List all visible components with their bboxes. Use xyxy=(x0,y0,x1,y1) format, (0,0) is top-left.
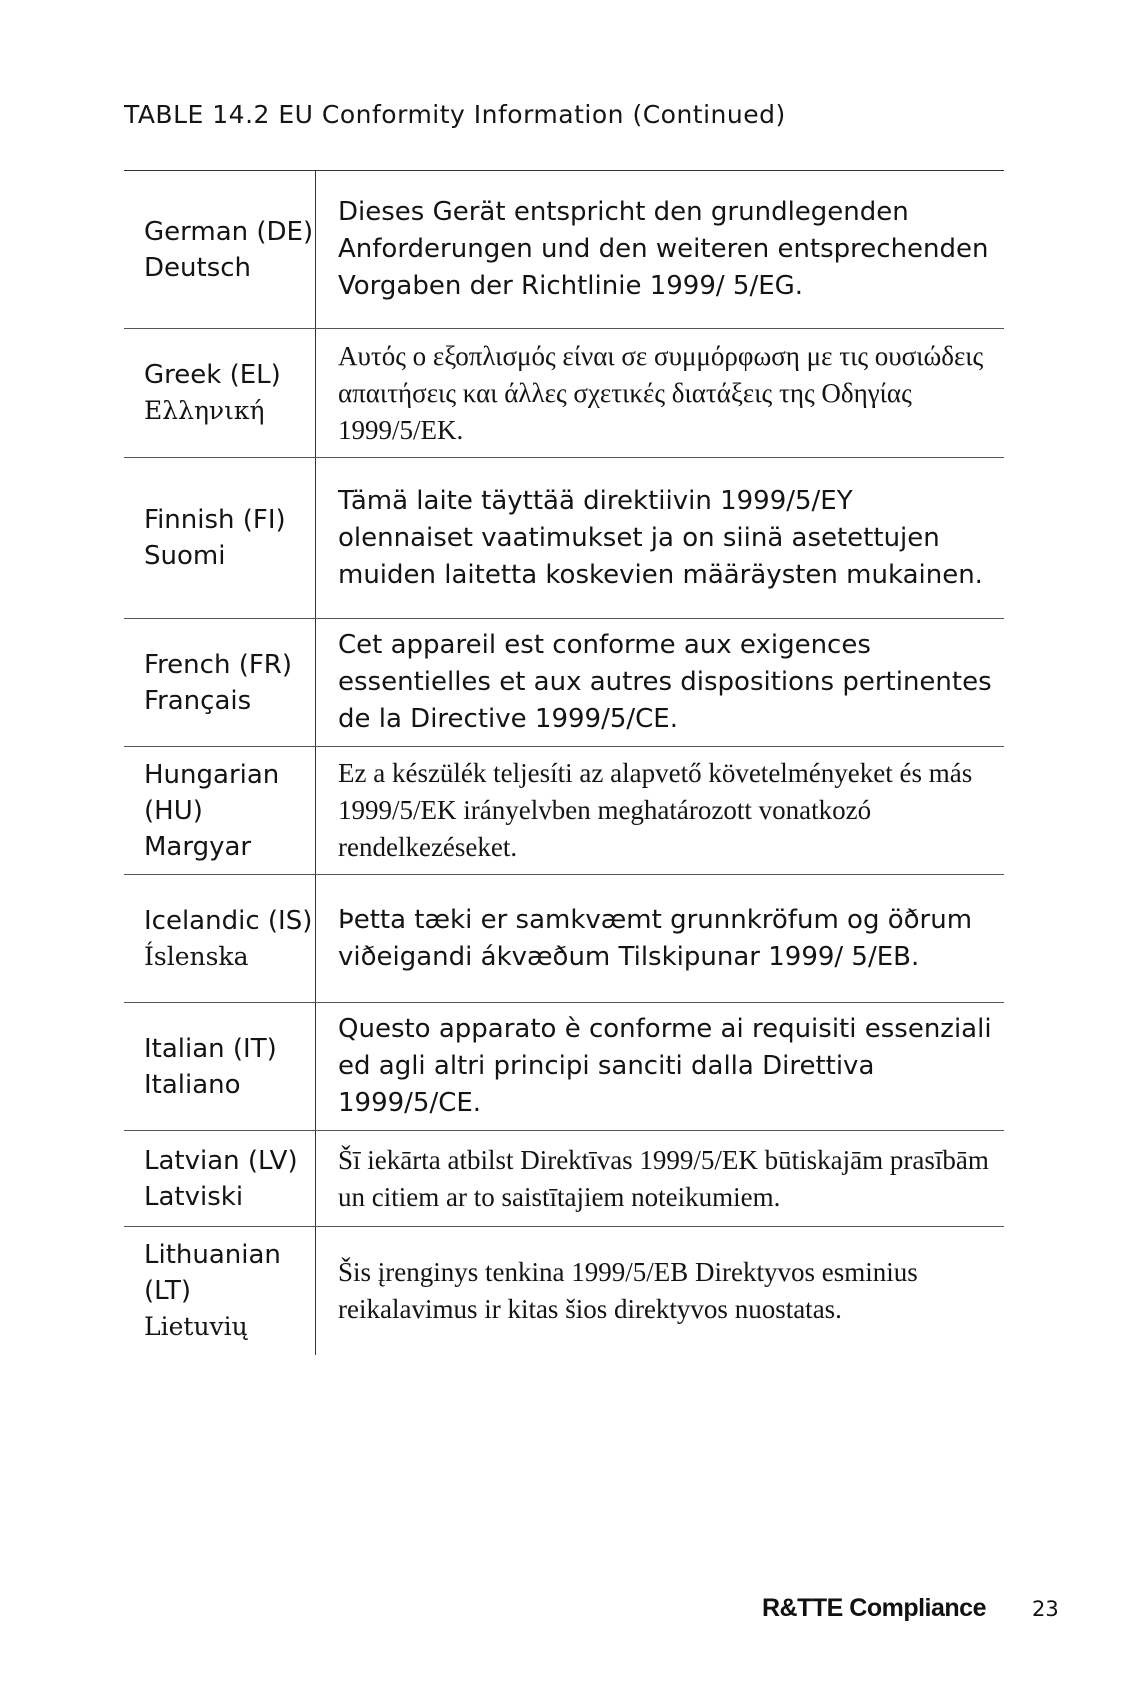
conformity-text: Dieses Gerät entspricht den grundlegenden Anforderungen und den weiteren entsprechenden Vorgaben der Richtlinie 1999/ 5/EG. xyxy=(338,197,989,301)
language-cell xyxy=(124,619,315,746)
language-name: Finnish (FI) xyxy=(144,505,286,535)
language-name: Hungarian (HU) xyxy=(144,759,280,826)
language-name: German (DE) xyxy=(144,216,314,247)
conformity-text: Šī iekārta atbilst Direktīvas 1999/5/EK būtiskajām prasībām un citiem ar to saistītajiem noteikumiem. xyxy=(338,1144,989,1212)
conformity-text: Cet appareil est conforme aux exigences essentielles et aux autres dispositions pertinentes de la Directive 1999/5/CE. xyxy=(338,630,992,734)
table-row xyxy=(124,1003,1004,1131)
language-cell xyxy=(124,1003,315,1130)
conformity-text-cell xyxy=(315,171,1004,328)
language-name: Greek (EL) xyxy=(144,360,281,390)
table-row xyxy=(124,171,1004,329)
language-native-name: Italiano xyxy=(144,1069,241,1100)
language-native-name: Ελληνική xyxy=(144,396,265,425)
conformity-text: Þetta tæki er samkvæmt grunnkröfum og öðrum viðeigandi ákvæðum Tilskipunar 1999/ 5/EB. xyxy=(338,904,973,972)
language-cell xyxy=(124,1227,315,1355)
conformity-text-cell xyxy=(315,875,1004,1002)
language-name: Icelandic (IS) xyxy=(144,905,313,936)
language-native-name: Deutsch xyxy=(144,252,252,283)
language-native-name: Íslenska xyxy=(144,941,249,971)
table-row xyxy=(124,875,1004,1003)
footer-section-title: R&TTE Compliance xyxy=(762,1594,986,1622)
language-name: Lithuanian (LT) xyxy=(144,1240,281,1306)
table-row xyxy=(124,329,1004,458)
table-row xyxy=(124,1227,1004,1355)
language-name: French (FR) xyxy=(144,649,293,680)
language-name: Italian (IT) xyxy=(144,1033,277,1064)
language-name: Latvian (LV) xyxy=(144,1145,298,1176)
conformity-table xyxy=(124,170,1004,1355)
language-cell xyxy=(124,875,315,1002)
conformity-text: Αυτός ο εξοπλισμός είναι σε συμμόρφωση με τις ουσιώδεις απαιτήσεις και άλλες σχετικές διατάξεις της Οδηγίας 1999/5/ΕΚ. xyxy=(338,340,984,445)
language-native-name: Lietuvių xyxy=(144,1312,248,1341)
language-native-name: Margyar xyxy=(144,831,252,862)
language-cell xyxy=(124,458,315,618)
conformity-text: Tämä laite täyttää direktiivin 1999/5/EY olennaiset vaatimukset ja on siinä asetettujen muiden laitetta koskevien määräysten mukainen. xyxy=(338,485,983,590)
conformity-text-cell xyxy=(315,329,1004,457)
language-cell xyxy=(124,329,315,457)
language-cell xyxy=(124,171,315,328)
conformity-text-cell xyxy=(315,747,1004,874)
conformity-text: Ez a készülék teljesíti az alapvető követelményeket és más 1999/5/EK irányelvben meghatározott vonatkozó rendelkezéseket. xyxy=(338,758,973,862)
language-cell xyxy=(124,1131,315,1226)
conformity-text-cell xyxy=(315,458,1004,618)
language-native-name: Latviski xyxy=(144,1181,244,1212)
language-cell xyxy=(124,747,315,874)
table-title: TABLE 14.2 EU Conformity Information (Continued) xyxy=(124,100,786,129)
conformity-text: Šis įrenginys tenkina 1999/5/EB Direktyvos esminius reikalavimus ir kitas šios direktyvos nuostatas. xyxy=(338,1257,918,1324)
conformity-text-cell xyxy=(315,619,1004,746)
table-row xyxy=(124,458,1004,619)
conformity-text-cell xyxy=(315,1227,1004,1355)
table-row xyxy=(124,619,1004,747)
conformity-text-cell xyxy=(315,1131,1004,1226)
table-row xyxy=(124,1131,1004,1227)
conformity-text-cell xyxy=(315,1003,1004,1130)
page-number: 23 xyxy=(1032,1597,1059,1621)
conformity-text: Questo apparato è conforme ai requisiti essenziali ed agli altri principi sanciti dalla Direttiva 1999/5/CE. xyxy=(338,1014,992,1118)
table-row xyxy=(124,747,1004,875)
language-native-name: Suomi xyxy=(144,541,226,571)
language-native-name: Français xyxy=(144,685,252,716)
